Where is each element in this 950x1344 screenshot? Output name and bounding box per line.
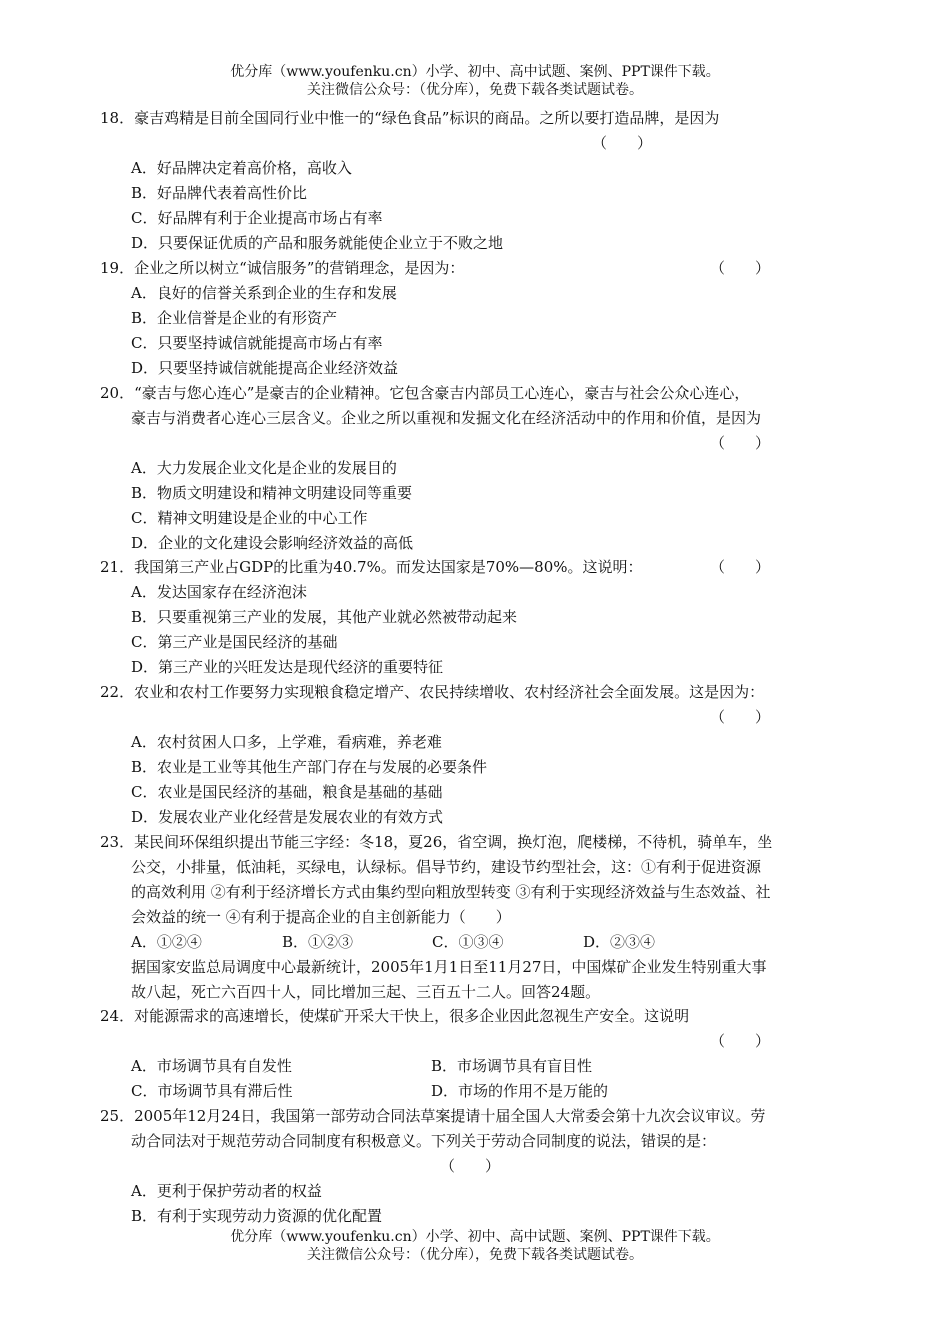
q22-option-b: B．农业是工业等其他生产部门存在与发展的必要条件 (131, 758, 488, 776)
q21-answer-blank: （ ） (710, 558, 771, 576)
q21-option-b: B．只要重视第三产业的发展，其他产业就必然被带动起来 (131, 608, 518, 626)
q19-stem: 19．企业之所以树立“诚信服务”的营销理念，是因为： (100, 259, 465, 277)
material-line1: 据国家安监总局调度中心最新统计，2005年1月1日至11月27日，中国煤矿企业发生特别重大事 (131, 958, 767, 976)
q23-option-c: C．①③④ (432, 933, 504, 951)
q23-stem-line2: 公交，小排量，低油耗，买绿电，认绿标。倡导节约，建设节约型社会，这：①有利于促进资源 (131, 858, 762, 876)
page-header-line2: 关注微信公众号：（优分库），免费下载各类试题试卷。 (307, 82, 643, 98)
q21-option-c: C．第三产业是国民经济的基础 (131, 633, 338, 651)
q21-option-a: A．发达国家存在经济泡沫 (131, 583, 307, 601)
q18-answer-blank: （ ） (592, 134, 653, 152)
q22-option-c: C．农业是国民经济的基础，粮食是基础的基础 (131, 783, 443, 801)
q23-stem-line1: 23．某民间环保组织提出节能三字经：冬18，夏26，省空调，换灯泡，爬楼梯，不待机，骑单车，坐 (100, 833, 773, 851)
q25-stem-line2: 动合同法对于规范劳动合同制度有积极意义。下列关于劳动合同制度的说法，错误的是： (131, 1132, 717, 1150)
page-header-line1: 优分库（www.youfenku.cn）小学、初中、高中试题、案例、PPT课件下载。 (230, 64, 720, 80)
q18-option-a: A．好品牌决定着高价格，高收入 (131, 159, 352, 177)
q22-stem: 22．农业和农村工作要努力实现粮食稳定增产、农民持续增收、农村经济社会全面发展。这是因为： (100, 683, 765, 701)
q20-stem-line1: 20．“豪吉与您心连心”是豪吉的企业精神。它包含豪吉内部员工心连心，豪吉与社会公众心连心， (100, 384, 750, 402)
q24-option-c: C．市场调节具有滞后性 (131, 1082, 293, 1100)
q23-stem-line3: 的高效利用 ②有利于经济增长方式由集约型向粗放型转变 ③有利于实现经济效益与生态效益、社 (131, 883, 771, 901)
q19-option-b: B．企业信誉是企业的有形资产 (131, 309, 338, 327)
q18-option-c: C．好品牌有利于企业提高市场占有率 (131, 209, 383, 227)
q24-stem: 24．对能源需求的高速增长，使煤矿开采大干快上，很多企业因此忽视生产安全。这说明 (100, 1007, 690, 1025)
q22-option-d: D．发展农业产业化经营是发展农业的有效方式 (131, 808, 444, 826)
q24-answer-blank: （ ） (710, 1032, 771, 1050)
q22-option-a: A．农村贫困人口多，上学难，看病难，养老难 (131, 733, 442, 751)
q20-option-b: B．物质文明建设和精神文明建设同等重要 (131, 484, 413, 502)
q25-stem-line1: 25．2005年12月24日，我国第一部劳动合同法草案提请十届全国人大常委会第十九次会议审议。劳 (100, 1107, 766, 1125)
q19-option-d: D．只要坚持诚信就能提高企业经济效益 (131, 359, 399, 377)
q18-option-b: B．好品牌代表着高性价比 (131, 184, 308, 202)
q19-option-a: A．良好的信誉关系到企业的生存和发展 (131, 284, 397, 302)
q19-answer-blank: （ ） (710, 259, 771, 277)
q23-option-d: D．②③④ (583, 933, 656, 951)
q24-option-d: D．市场的作用不是万能的 (431, 1082, 609, 1100)
q21-stem: 21．我国第三产业占GDP的比重为40.7%。而发达国家是70%—80%。这说明： (100, 558, 643, 576)
q19-option-c: C．只要坚持诚信就能提高市场占有率 (131, 334, 383, 352)
q24-option-b: B．市场调节具有盲目性 (431, 1057, 593, 1075)
q25-option-a: A．更利于保护劳动者的权益 (131, 1182, 322, 1200)
q22-answer-blank: （ ） (710, 708, 771, 726)
q24-option-a: A．市场调节具有自发性 (131, 1057, 292, 1075)
page-footer-line2: 关注微信公众号：（优分库），免费下载各类试题试卷。 (307, 1247, 643, 1263)
q20-option-d: D．企业的文化建设会影响经济效益的高低 (131, 534, 414, 552)
q20-stem-line2: 豪吉与消费者心连心三层含义。企业之所以重视和发掘文化在经济活动中的作用和价值，是因为 (131, 409, 762, 427)
q20-option-c: C．精神文明建设是企业的中心工作 (131, 509, 368, 527)
page-footer-line1: 优分库（www.youfenku.cn）小学、初中、高中试题、案例、PPT课件下载。 (230, 1229, 720, 1245)
q21-option-d: D．第三产业的兴旺发达是现代经济的重要特征 (131, 658, 444, 676)
q23-stem-line4: 会效益的统一 ④有利于提高企业的自主创新能力（ ） (131, 908, 511, 926)
q18-stem: 18．豪吉鸡精是目前全国同行业中惟一的“绿色食品”标识的商品。之所以要打造品牌，是因为 (100, 109, 720, 127)
q25-option-b: B．有利于实现劳动力资源的优化配置 (131, 1207, 383, 1225)
q23-option-b: B．①②③ (282, 933, 354, 951)
q25-answer-blank: （ ） (440, 1157, 501, 1175)
q18-option-d: D．只要保证优质的产品和服务就能使企业立于不败之地 (131, 234, 504, 252)
q23-option-a: A．①②④ (131, 933, 202, 951)
material-line2: 故八起，死亡六百四十人，同比增加三起、三百五十二人。回答24题。 (131, 983, 601, 1001)
q20-answer-blank: （ ） (710, 434, 771, 452)
q20-option-a: A．大力发展企业文化是企业的发展目的 (131, 459, 397, 477)
